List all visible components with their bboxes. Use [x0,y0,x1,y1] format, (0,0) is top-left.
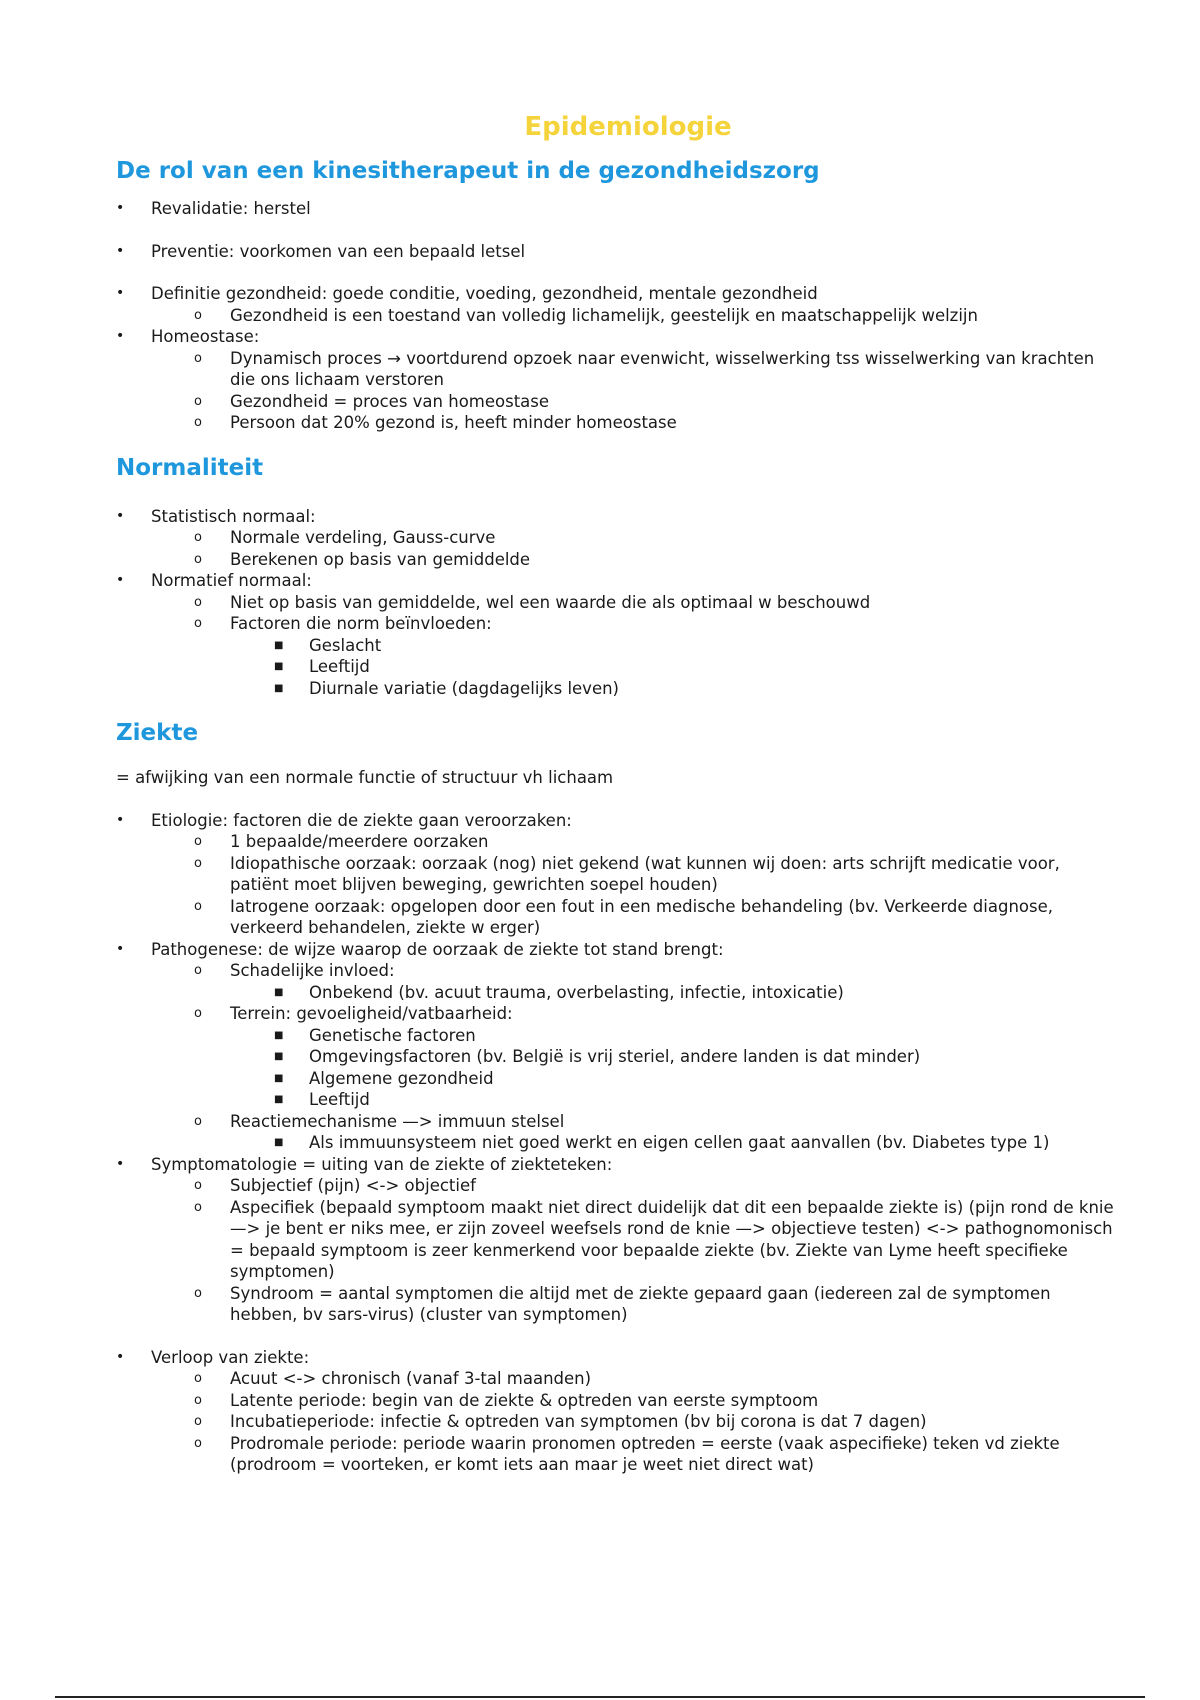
list-item: • Statistisch normaal: [116,506,316,526]
list-item: o Factoren die norm beïnvloeden: [194,614,492,633]
list-item: • Etiologie: factoren die de ziekte gaan veroorzaken: [116,810,572,830]
page-bottom-divider [55,1696,1145,1698]
list-item: ■ Als immuunsysteem niet goed werkt en eigen cellen gaat aanvallen (bv. Diabetes type 1) [274,1133,1050,1152]
list-item: o Niet op basis van gemiddelde, wel een waarde die als optimaal w beschouwd [194,592,871,612]
list-item: ■ Geslacht [274,635,382,655]
circle-bullet-icon: o [194,1178,202,1193]
circle-bullet-icon: o [194,1199,202,1215]
list-item: • Homeostase: [116,327,260,346]
list-item: o Idiopathische oorzaak: oorzaak (nog) niet gekend (wat kunnen wij doen: arts schrijft medicatie voor, patiënt moet blijven beweging, gewrichten soepel houden) [194,853,1060,894]
section-heading: De rol van een kinesitherapeut in de gezondheidszorg [116,158,820,184]
circle-bullet-icon: o [194,551,202,567]
list-item: • Symptomatologie = uiting van de ziekte of ziekteteken: [116,1154,613,1174]
page-title: Epidemiologie [524,112,732,142]
circle-bullet-icon: o [194,393,202,409]
list-item: o Gezondheid = proces van homeostase [194,391,550,411]
list-item: ■ Algemene gezondheid [274,1068,494,1088]
circle-bullet-icon: o [194,1392,202,1408]
list-item: o Schadelijke invloed: [194,961,395,980]
circle-bullet-icon: o [194,594,202,610]
list-item: ■ Diurnale variatie (dagdagelijks leven) [274,678,619,698]
document-page [116,112,1116,1476]
circle-bullet-icon: o [194,530,202,545]
square-bullet-icon: ■ [274,1051,284,1062]
square-bullet-icon: ■ [274,639,284,651]
bullet-icon: • [116,200,125,216]
list-item: ■ Leeftijd [274,657,370,676]
circle-bullet-icon: o [194,616,202,631]
list-item: o Dynamisch proces → voortdurend opzoek naar evenwicht, wisselwerking tss wisselwerking van krachten die ons lichaam verstoren [194,348,1095,389]
bullet-icon: • [116,572,125,588]
list-item: o Normale verdeling, Gauss-curve [194,528,496,547]
list-item: o Berekenen op basis van gemiddelde [194,549,531,569]
square-bullet-icon: ■ [274,1137,284,1148]
list-item: o 1 bepaalde/meerdere oorzaken [194,832,489,851]
list-item: • Normatief normaal: [116,571,312,590]
circle-bullet-icon: o [194,1006,202,1021]
square-bullet-icon: ■ [274,1094,284,1105]
section-heading: Ziekte [116,720,199,746]
circle-bullet-icon: o [194,415,202,430]
bullet-list [116,198,1116,434]
bullet-icon: • [116,1155,125,1172]
section-heading: Normaliteit [116,454,264,481]
circle-bullet-icon: o [194,834,202,849]
bullet-icon: • [116,940,125,957]
list-item: o Incubatieperiode: infectie & optreden van symptomen (bv bij corona is dat 7 dagen) [194,1412,927,1431]
circle-bullet-icon: o [194,855,202,871]
bullet-list [116,506,1116,700]
bullet-icon: • [116,242,125,259]
list-item: ■ Omgevingsfactoren (bv. België is vrij steriel, andere landen is dat minder) [274,1047,921,1066]
circle-bullet-icon: o [194,963,202,978]
circle-bullet-icon: o [194,898,202,914]
circle-bullet-icon: o [194,1285,202,1301]
list-item: o Persoon dat 20% gezond is, heeft minder homeostase [194,413,677,432]
section-intro: = afwijking van een normale functie of structuur vh lichaam [116,768,614,787]
bullet-icon: • [116,1348,125,1365]
circle-bullet-icon: o [194,350,202,366]
circle-bullet-icon: o [194,1113,202,1129]
circle-bullet-icon: o [194,1414,202,1429]
bullet-icon: • [116,507,125,524]
list-item: ■ Genetische factoren [274,1025,476,1045]
list-item: • Revalidatie: herstel [116,199,311,218]
circle-bullet-icon: o [194,1371,202,1386]
list-item: o Latente periode: begin van de ziekte & optreden van eerste symptoom [194,1390,819,1410]
square-bullet-icon: ■ [274,682,284,694]
circle-bullet-icon: o [194,1435,202,1451]
bullet-list [116,810,1116,1476]
list-item: • Definitie gezondheid: goede conditie, voeding, gezondheid, mentale gezondheid [116,284,818,303]
bullet-icon: • [116,328,125,344]
circle-bullet-icon: o [194,307,202,323]
bullet-icon: • [116,285,125,301]
list-item: o Iatrogene oorzaak: opgelopen door een fout in een medische behandeling (bv. Verkeerde diagnose, verkeerd behandelen, ziekte w erger) [194,896,1053,937]
list-item: o Syndroom = aantal symptomen die altijd met de ziekte gepaard gaan (iedereen zal de symptomen hebben, bv sars-virus) (cluster van symptomen) [194,1283,1051,1324]
square-bullet-icon: ■ [274,986,284,998]
list-item: o Reactiemechanisme —> immuun stelsel [194,1111,565,1131]
list-item: o Aspecifiek (bepaald symptoom maakt niet direct duidelijk dat dit een bepaalde ziekte is) (pijn rond de knie —> je bent er niks mee, er zijn zoveel weefsels rond de knie —> objectieve testen) <-> pathognomonisch = bepaald symptoom is zeer kenmerkend voor bepaalde ziekte (bv. Ziekte van Lyme heeft specifieke symptomen) [194,1197,1114,1281]
square-bullet-icon: ■ [274,1072,284,1084]
list-item: • Verloop van ziekte: [116,1347,310,1367]
list-item: • Preventie: voorkomen van een bepaald letsel [116,241,526,261]
list-item: o Subjectief (pijn) <-> objectief [194,1176,476,1195]
list-item: • Pathogenese: de wijze waarop de oorzaak de ziekte tot stand brengt: [116,939,724,959]
list-item: ■ Onbekend (bv. acuut trauma, overbelasting, infectie, intoxicatie) [274,982,844,1002]
list-item: o Acuut <-> chronisch (vanaf 3-tal maanden) [194,1369,592,1388]
list-item: ■ Leeftijd [274,1090,370,1109]
square-bullet-icon: ■ [274,661,284,672]
list-item: o Terrein: gevoeligheid/vatbaarheid: [194,1004,513,1023]
bullet-icon: • [116,811,125,828]
square-bullet-icon: ■ [274,1029,284,1041]
list-item: o Gezondheid is een toestand van volledig lichamelijk, geestelijk en maatschappelijk welzijn [194,305,978,325]
list-item: o Prodromale periode: periode waarin pronomen optreden = eerste (vaak aspecifieke) teken vd ziekte (prodroom = voorteken, er komt iets aan maar je weet niet direct wat) [194,1433,1060,1474]
